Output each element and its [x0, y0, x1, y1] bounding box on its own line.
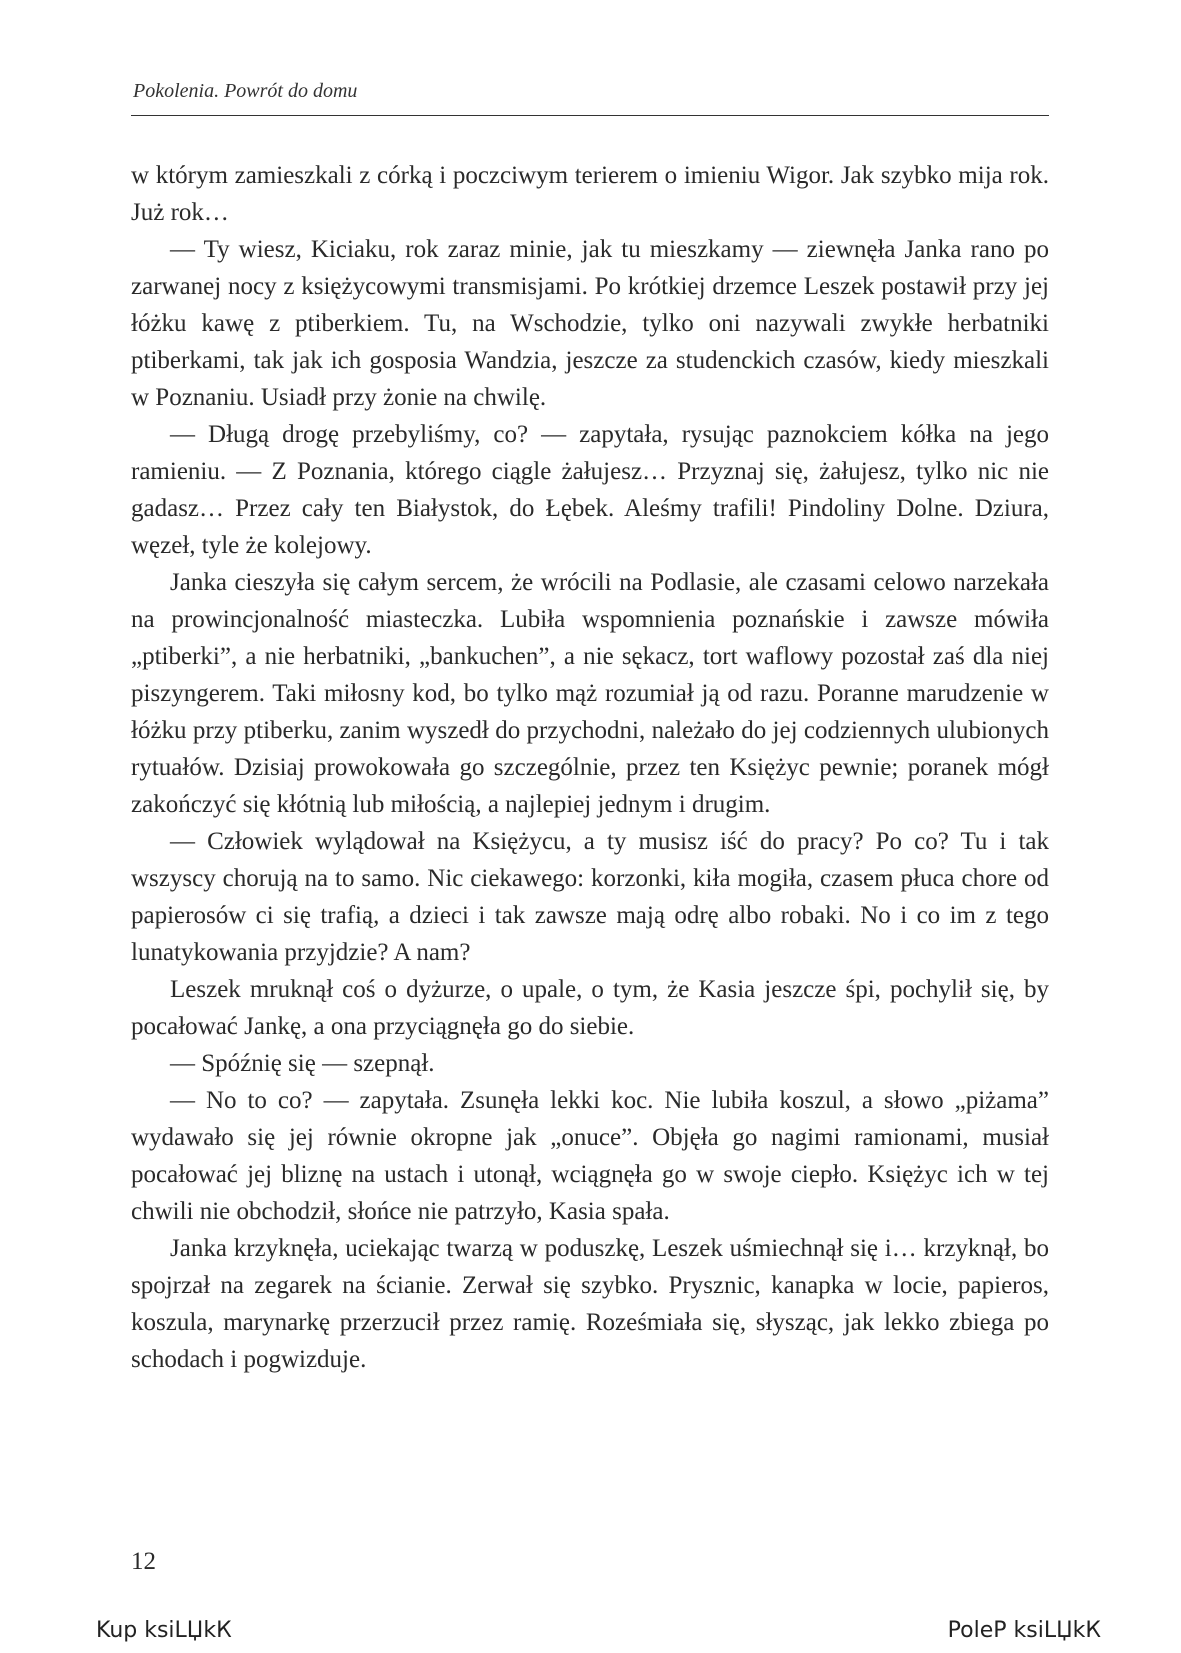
header-rule — [131, 115, 1049, 116]
paragraph: — Ty wiesz, Kiciaku, rok zaraz minie, jak tu mieszkamy — ziewnęła Janka rano po zarwanej nocy z księżycowymi transmisjami. Po krótkiej drzemce Leszek postawił przy jej łóżku kawę z ptiberkiem. Tu, na Wschodzie, tylko oni nazywali zwykłe herbatniki ptiberkami, tak jak ich gosposia Wandzia, jeszcze za studenckich czasów, kiedy mieszkali w Poznaniu. Usiadł przy żonie na chwilę. — [131, 236, 1049, 411]
paragraph: Janka krzyknęła, uciekając twarzą w poduszkę, Leszek uśmiechnął się i… krzyknął, bo spojrzał na zegarek na ścianie. Zerwał się szybko. Prysznic, kanapka w locie, papieros, koszula, marynarkę przerzucił przez ramię. Roześmiała się, słysząc, jak lekko zbiega po schodach i pogwizduje. — [131, 1235, 1049, 1373]
paragraph: — Długą drogę przebyliśmy, co? — zapytała, rysując paznokciem kółka na jego ramieniu. — Z Poznania, którego ciągle żałujesz… Przyznaj się, żałujesz, tylko nic nie gadasz… Przez cały ten Białystok, do Łębek. Aleśmy trafili! Pindoliny Dolne. Dziura, węzeł, tyle że kolejowy. — [131, 421, 1049, 559]
paragraph: Janka cieszyła się całym sercem, że wrócili na Podlasie, ale czasami celowo narzekała na prowincjonalność miasteczka. Lubiła wspomnienia poznańskie i zawsze mówiła „ptiberki”, a nie herbatniki, „bankuchen”, a nie sękacz, tort waflowy pozostał zaś dla niej piszyngerem. Taki miłosny kod, bo tylko mąż rozumiał ją od razu. Poranne marudzenie w łóżku przy ptiberku, zanim wyszedł do przychodni, należało do jej codziennych ulubionych rytuałów. Dzisiaj prowokowała go szczególnie, przez ten Księżyc pewnie; poranek mógł zakończyć się kłótnią lub miłością, a najlepiej jednym i drugim. — [131, 569, 1049, 818]
paragraph: w którym zamieszkali z córką i poczciwym terierem o imieniu Wigor. Jak szybko mija rok. Już rok… — [131, 162, 1049, 226]
recommend-book-link[interactable]: PoleР ksiLЏkК — [947, 1618, 1101, 1643]
paragraph: Leszek mruknął coś o dyżurze, o upale, o tym, że Kasia jeszcze śpi, pochylił się, by pocałować Jankę, a ona przyciągnęła go do siebie. — [131, 976, 1049, 1040]
buy-book-link[interactable]: Kup ksiLЏkК — [96, 1618, 232, 1643]
page-number: 12 — [131, 1548, 156, 1575]
paragraph: — Człowiek wylądował na Księżycu, a ty musisz iść do pracy? Po co? Tu i tak wszyscy chorują na to samo. Nic ciekawego: korzonki, kiła mogiła, czasem płuca chore od papierosów ci się trafią, a dzieci i tak zawsze mają odrę albo robaki. No i co im z tego lunatykowania przyjdzie? A nam? — [131, 828, 1049, 966]
paragraph: — Spóźnię się — szepnął. — [170, 1050, 435, 1077]
running-title: Pokolenia. Powrót do domu — [133, 80, 358, 102]
body-text — [131, 157, 1049, 1378]
paragraph: — No to co? — zapytała. Zsunęła lekki koc. Nie lubiła koszul, a słowo „piżama” wydawało się jej równie okropne jak „onuce”. Objęła go nagimi ramionami, musiał pocałować jej bliznę na ustach i utonął, wciągnęła go w swoje ciepło. Księżyc ich w tej chwili nie obchodził, słońce nie patrzyło, Kasia spała. — [131, 1087, 1049, 1225]
